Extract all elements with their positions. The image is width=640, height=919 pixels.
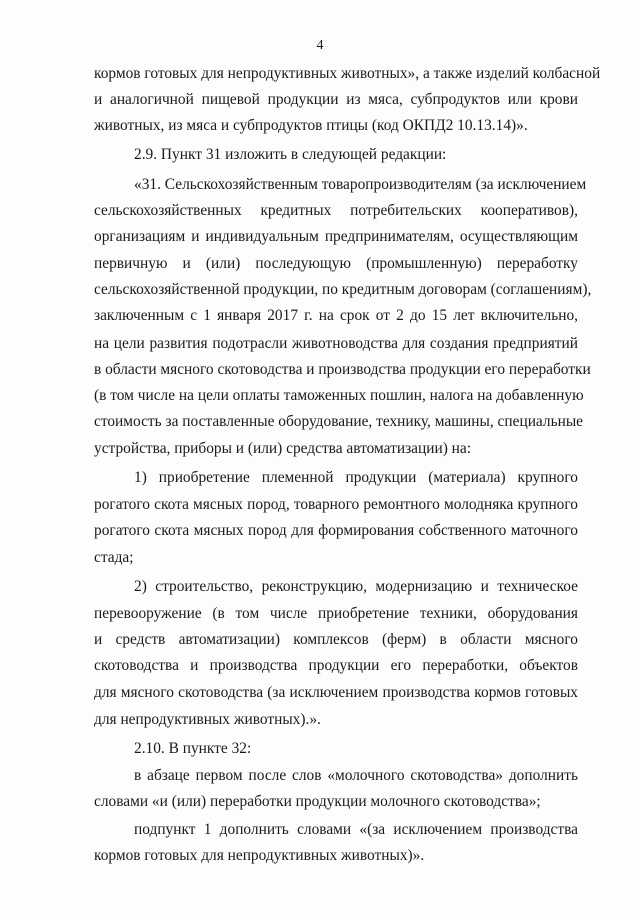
text-line: 2) строительство, реконструкцию, модернизацию и техническое [134, 578, 578, 595]
text-line: сельскохозяйственных кредитных потребительских кооперативов), [94, 202, 578, 219]
text-line: (в том числе на цели оплаты таможенных пошлин, налога на добавленную [94, 387, 584, 404]
text-line: в области мясного скотоводства и производства продукции его переработки [94, 361, 591, 378]
text-line: животных, из мяса и субпродуктов птицы (код ОКПД2 10.13.14)». [94, 117, 528, 134]
text-line: стада; [94, 549, 134, 566]
text-line: словами «и (или) переработки продукции молочного скотоводства»; [94, 793, 541, 810]
text-line: «31. Сельскохозяйственным товаропроизводителям (за исключением [134, 176, 587, 193]
text-line: рогатого скота мясных пород для формирования собственного маточного [94, 522, 578, 539]
text-line: на цели развития подотрасли животноводства для создания предприятий [94, 335, 578, 352]
text-line: 2.10. В пункте 32: [134, 740, 252, 757]
text-line: перевооружение (в том числе приобретение техники, оборудования [94, 605, 578, 622]
text-line: рогатого скота мясных пород, товарного ремонтного молодняка крупного [94, 496, 578, 513]
text-line: для непродуктивных животных).». [94, 711, 321, 728]
text-line: организациям и индивидуальным предпринимателям, осуществляющим [94, 228, 578, 245]
text-line: для мясного скотоводства (за исключением производства кормов готовых [94, 684, 578, 701]
text-line: и аналогичной пищевой продукции из мяса, субпродуктов или крови [94, 91, 578, 108]
text-line: и средств автоматизации) комплексов (ферм) в области мясного [94, 631, 578, 648]
text-line: в абзаце первом после слов «молочного скотоводства» дополнить [134, 767, 578, 784]
text-line: сельскохозяйственной продукции, по кредитным договорам (соглашениям), [94, 281, 592, 298]
text-line: устройства, приборы и (или) средства автоматизации) на: [94, 440, 472, 457]
text-line: первичную и (или) последующую (промышленную) переработку [94, 255, 578, 272]
text-line: кормов готовых для непродуктивных животных)». [94, 847, 425, 864]
text-line: заключенным с 1 января 2017 г. на срок от 2 до 15 лет включительно, [94, 307, 578, 324]
text-line: кормов готовых для непродуктивных животных», а также изделий колбасной [94, 65, 601, 82]
text-line: 2.9. Пункт 31 изложить в следующей редакции: [134, 146, 447, 163]
text-line: подпункт 1 дополнить словами «(за исключением производства [134, 821, 578, 838]
page-number: 4 [316, 38, 324, 53]
text-line: скотоводства и производства продукции его переработки, объектов [94, 657, 578, 674]
text-line: стоимость за поставленные оборудование, технику, машины, специальные [94, 413, 584, 430]
text-line: 1) приобретение племенной продукции (материала) крупного [134, 469, 578, 486]
